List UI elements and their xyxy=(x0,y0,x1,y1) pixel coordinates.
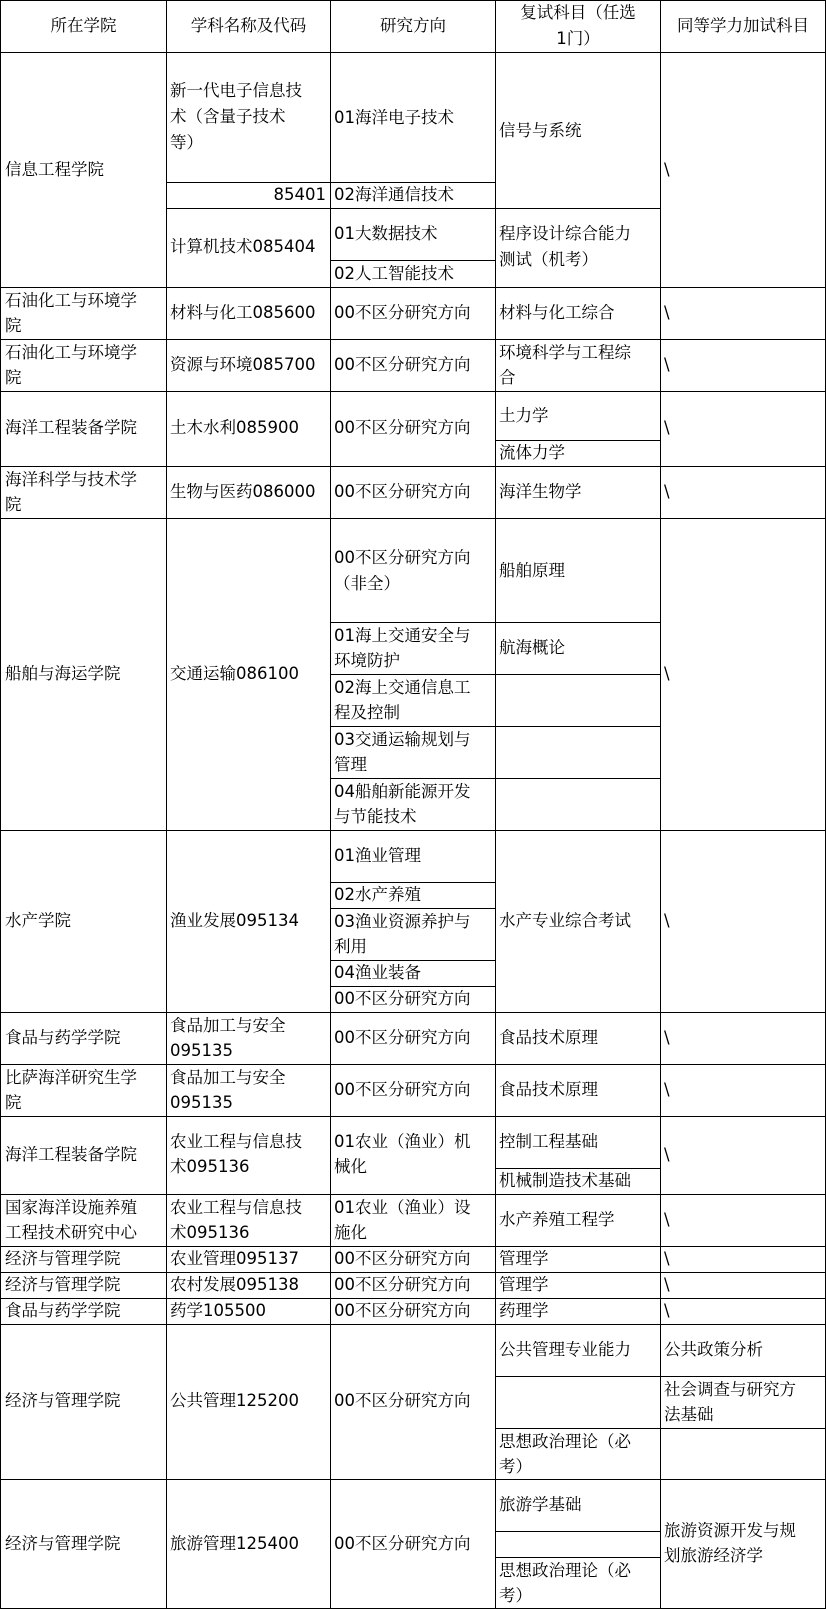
direction-cell: 01海上交通安全与 xyxy=(334,626,471,645)
retest-cell: 机械制造技术基础 xyxy=(499,1171,631,1190)
extra-cell: 划旅游经济学 xyxy=(664,1546,763,1565)
subject-cell: 095135 xyxy=(170,1093,233,1112)
subject-cell: 材料与化工085600 xyxy=(170,303,316,322)
grid-line xyxy=(0,1324,826,1325)
retest-cell: 合 xyxy=(499,368,516,387)
direction-cell: 00不区分研究方向 xyxy=(334,1301,471,1320)
grid-line xyxy=(0,391,826,392)
subject-cell: 新一代电子信息技 xyxy=(170,81,302,100)
extra-cell: \ xyxy=(664,1210,670,1229)
subject-cell: 农村发展095138 xyxy=(170,1275,299,1294)
direction-cell: 01渔业管理 xyxy=(334,846,421,865)
header-extra: 同等学力加试科目 xyxy=(677,16,809,35)
subject-cell: 交通运输086100 xyxy=(170,664,299,683)
college-cell: 比萨海洋研究生学 xyxy=(5,1068,137,1087)
grid-line xyxy=(0,1479,826,1480)
retest-cell: 考） xyxy=(499,1586,532,1605)
grid-line xyxy=(0,0,826,1)
college-cell: 船舶与海运学院 xyxy=(5,664,121,683)
retest-cell: 控制工程基础 xyxy=(499,1132,598,1151)
direction-cell: 00不区分研究方向 xyxy=(334,1391,471,1410)
direction-cell: 环境防护 xyxy=(334,651,400,670)
subject-code-cell: 85401 xyxy=(273,185,326,204)
direction-cell: 00不区分研究方向 xyxy=(334,303,471,322)
subject-cell: 农业管理095137 xyxy=(170,1249,299,1268)
retest-cell: 航海概论 xyxy=(499,638,565,657)
subject-cell: 渔业发展095134 xyxy=(170,911,299,930)
direction-cell: 01农业（渔业）机 xyxy=(334,1132,471,1151)
retest-cell: 程序设计综合能力 xyxy=(499,224,631,243)
header-retest: 1门） xyxy=(556,29,600,48)
college-cell: 经济与管理学院 xyxy=(5,1249,121,1268)
college-cell: 院 xyxy=(5,495,22,514)
direction-cell: 02海洋通信技术 xyxy=(334,185,454,204)
grid-line xyxy=(166,208,495,209)
extra-cell: \ xyxy=(664,664,670,683)
direction-cell: 02人工智能技术 xyxy=(334,264,454,283)
direction-cell: 00不区分研究方向 xyxy=(334,1080,471,1099)
direction-cell: 与节能技术 xyxy=(334,807,417,826)
retest-cell: 材料与化工综合 xyxy=(499,303,615,322)
direction-cell: 02海上交通信息工 xyxy=(334,678,471,697)
grid-line xyxy=(0,0,1,1609)
subject-cell: 公共管理125200 xyxy=(170,1391,299,1410)
subject-cell: 术（含量子技术 xyxy=(170,107,286,126)
extra-cell: 法基础 xyxy=(664,1405,714,1424)
direction-cell: 02水产养殖 xyxy=(334,885,421,904)
retest-cell: 测试（机考） xyxy=(499,250,598,269)
subject-cell: 农业工程与信息技 xyxy=(170,1132,302,1151)
retest-cell: 土力学 xyxy=(499,406,549,425)
direction-cell: 01农业（渔业）设 xyxy=(334,1198,471,1217)
subject-cell: 等） xyxy=(170,133,203,152)
subject-cell: 旅游管理125400 xyxy=(170,1534,299,1553)
direction-cell: 00不区分研究方向 xyxy=(334,989,471,1008)
direction-cell: 03交通运输规划与 xyxy=(334,730,471,749)
direction-cell: 施化 xyxy=(334,1223,367,1242)
subject-cell: 土木水利085900 xyxy=(170,418,299,437)
retest-cell: 环境科学与工程综 xyxy=(499,343,631,362)
extra-cell: \ xyxy=(664,418,670,437)
direction-cell: 00不区分研究方向 xyxy=(334,1249,471,1268)
grid-line xyxy=(0,518,826,519)
extra-cell: 旅游资源开发与规 xyxy=(664,1521,796,1540)
direction-cell: 00不区分研究方向 xyxy=(334,1028,471,1047)
retest-cell: 船舶原理 xyxy=(499,561,565,580)
subject-cell: 术095136 xyxy=(170,1157,250,1176)
college-cell: 信息工程学院 xyxy=(5,160,104,179)
direction-cell: 04船舶新能源开发 xyxy=(334,782,471,801)
grid-line xyxy=(495,208,660,209)
college-cell: 经济与管理学院 xyxy=(5,1534,121,1553)
extra-cell: \ xyxy=(664,160,670,179)
grid-line xyxy=(0,1012,826,1013)
subject-cell: 计算机技术085404 xyxy=(170,237,316,256)
grid-line xyxy=(166,0,167,1609)
subject-cell: 术095136 xyxy=(170,1223,250,1242)
college-cell: 经济与管理学院 xyxy=(5,1391,121,1410)
grid-line xyxy=(495,1531,660,1532)
retest-cell: 管理学 xyxy=(499,1275,549,1294)
direction-cell: 01大数据技术 xyxy=(334,224,438,243)
college-cell: 海洋科学与技术学 xyxy=(5,470,137,489)
extra-cell: \ xyxy=(664,911,670,930)
grid-line xyxy=(0,830,826,831)
extra-cell: \ xyxy=(664,355,670,374)
retest-cell: 思想政治理论（必 xyxy=(499,1561,631,1580)
direction-cell: 00不区分研究方向 xyxy=(334,1275,471,1294)
extra-cell: \ xyxy=(664,1249,670,1268)
college-cell: 海洋工程装备学院 xyxy=(5,1145,137,1164)
direction-cell: 00不区分研究方向 xyxy=(334,1534,471,1553)
retest-cell: 信号与系统 xyxy=(499,121,582,140)
extra-cell: \ xyxy=(664,303,670,322)
header-retest: 复试科目（任选 xyxy=(520,3,636,22)
subject-cell: 资源与环境085700 xyxy=(170,355,316,374)
direction-cell: 管理 xyxy=(334,755,367,774)
grid-line xyxy=(330,0,331,1609)
extra-cell: \ xyxy=(664,482,670,501)
college-cell: 工程技术研究中心 xyxy=(5,1223,137,1242)
direction-cell: 00不区分研究方向 xyxy=(334,418,471,437)
college-cell: 食品与药学学院 xyxy=(5,1028,121,1047)
extra-cell: 社会调查与研究方 xyxy=(664,1380,796,1399)
retest-cell: 流体力学 xyxy=(499,443,565,462)
college-cell: 石油化工与环境学 xyxy=(5,291,137,310)
college-cell: 国家海洋设施养殖 xyxy=(5,1198,137,1217)
grid-line xyxy=(495,0,496,1609)
header-college: 所在学院 xyxy=(50,16,117,35)
college-cell: 经济与管理学院 xyxy=(5,1275,121,1294)
subject-cell: 药学105500 xyxy=(170,1301,266,1320)
retest-cell: 食品技术原理 xyxy=(499,1080,598,1099)
header-direction: 研究方向 xyxy=(380,16,446,35)
retest-cell: 考） xyxy=(499,1457,532,1476)
subject-cell: 生物与医药086000 xyxy=(170,482,316,501)
retest-cell: 管理学 xyxy=(499,1249,549,1268)
subject-cell: 农业工程与信息技 xyxy=(170,1198,302,1217)
retest-cell: 旅游学基础 xyxy=(499,1495,582,1514)
retest-cell: 药理学 xyxy=(499,1301,549,1320)
college-cell: 石油化工与环境学 xyxy=(5,343,137,362)
direction-cell: 利用 xyxy=(334,937,367,956)
header-subject: 学科名称及代码 xyxy=(190,16,307,35)
extra-cell: \ xyxy=(664,1028,670,1047)
extra-cell: 公共政策分析 xyxy=(664,1340,763,1359)
extra-cell: \ xyxy=(664,1145,670,1164)
direction-cell: （非全） xyxy=(334,574,400,593)
retest-cell: 食品技术原理 xyxy=(499,1028,598,1047)
college-cell: 水产学院 xyxy=(5,911,71,930)
direction-cell: 00不区分研究方向 xyxy=(334,548,471,567)
subject-cell: 食品加工与安全 xyxy=(170,1068,286,1087)
retest-cell: 水产专业综合考试 xyxy=(499,911,631,930)
extra-cell: \ xyxy=(664,1301,670,1320)
extra-cell: \ xyxy=(664,1080,670,1099)
subject-cell: 095135 xyxy=(170,1041,233,1060)
direction-cell: 03渔业资源养护与 xyxy=(334,912,471,931)
grid-line xyxy=(0,1116,826,1117)
college-cell: 院 xyxy=(5,1093,22,1112)
college-cell: 海洋工程装备学院 xyxy=(5,418,137,437)
direction-cell: 01海洋电子技术 xyxy=(334,108,454,127)
subject-cell: 食品加工与安全 xyxy=(170,1016,286,1035)
direction-cell: 程及控制 xyxy=(334,703,400,722)
retest-cell: 水产养殖工程学 xyxy=(499,1210,615,1229)
grid-line xyxy=(660,0,661,1609)
retest-cell: 海洋生物学 xyxy=(499,482,582,501)
retest-cell: 公共管理专业能力 xyxy=(499,1340,631,1359)
direction-cell: 00不区分研究方向 xyxy=(334,355,471,374)
direction-cell: 00不区分研究方向 xyxy=(334,482,471,501)
direction-cell: 04渔业装备 xyxy=(334,963,421,982)
retest-cell: 思想政治理论（必 xyxy=(499,1432,631,1451)
college-cell: 食品与药学学院 xyxy=(5,1301,121,1320)
college-cell: 院 xyxy=(5,316,22,335)
grid-line xyxy=(0,52,826,53)
direction-cell: 械化 xyxy=(334,1157,367,1176)
college-cell: 院 xyxy=(5,368,22,387)
extra-cell: \ xyxy=(664,1275,670,1294)
